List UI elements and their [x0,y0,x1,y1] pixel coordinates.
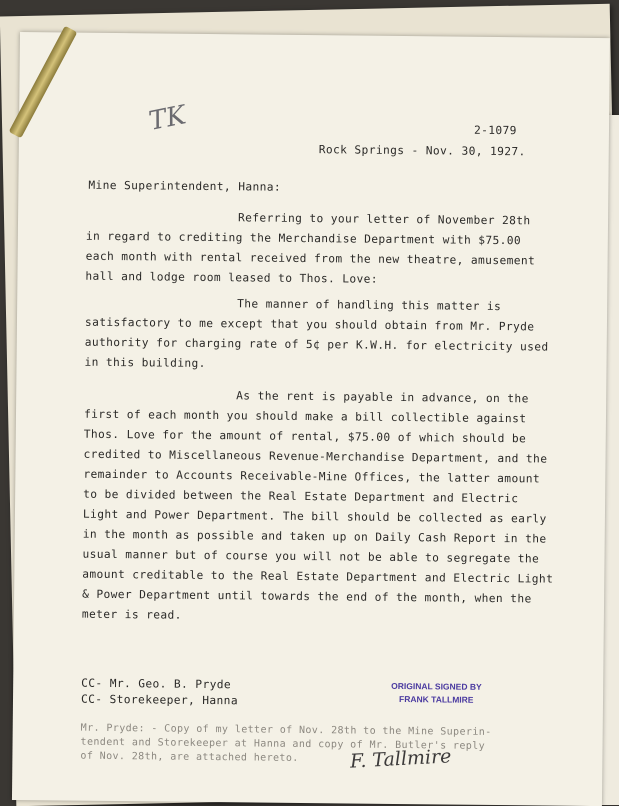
cc-line: CC- Storekeeper, Hanna [80,692,239,708]
body-line: to be divided between the Real Estate Department and Electric [83,487,519,506]
stamp-line-1: ORIGINAL SIGNED BY [391,680,482,692]
body-line: meter is read. [81,607,182,622]
original-signed-stamp [391,680,482,707]
place-date: Rock Springs - Nov. 30, 1927. [318,143,526,159]
footnote-line: tendent and Storekeeper at Hanna and copy of Mr. Butler's reply [80,736,486,752]
handwritten-signature: F. Tallmire [349,745,452,773]
body-line: satisfactory to me except that you should obtain from Mr. Pryde [84,315,535,334]
body-line: hall and lodge room leased to Thos. Love: [85,269,379,286]
salutation: Mine Superintendent, Hanna: [88,178,282,194]
body-line: remainder to Accounts Receivable-Mine Offices, the latter amount [83,467,541,486]
body-line: Thos. Love for the amount of rental, $75.00 of which should be [83,427,527,446]
body-line: in the month as possible and taken up on Daily Cash Report in the [82,527,547,546]
body-line: credited to Miscellaneous Revenue-Merchandise Department, and the [83,447,548,466]
body-line: in regard to crediting the Merchandise Department with $75.00 [85,229,522,248]
body-line: first of each month you should make a bill collectible against [83,407,527,426]
body-line: authority for charging rate of 5¢ per K.W.H. for electricity used [84,335,549,354]
stamp-line-2: FRANK TALLMIRE [399,694,474,705]
footnote-line: of Nov. 28th, are attached hereto. [80,750,299,764]
body-line: each month with rental received from the new theatre, amusement [85,249,536,268]
body-line: usual manner but of course you will not be able to segregate the [82,547,540,566]
file-number: 2-1079 [473,123,517,138]
body-line: amount creditable to the Real Estate Department and Electric Light [82,567,554,586]
body-line: & Power Department until towards the end of the month, when the [82,587,532,606]
body-line: Light and Power Department. The bill should be collected as early [82,507,547,526]
body-line: in this building. [84,355,206,370]
letter-sheet [12,32,610,806]
body-line: Referring to your letter of November 28th [237,211,531,228]
body-line: The manner of handling this matter is [237,297,502,314]
pencil-margin-note: TK [146,100,189,137]
body-line: As the rent is payable in advance, on the [236,389,529,406]
footnote-line: Mr. Pryde: - Copy of my letter of Nov. 28th to the Mine Superin- [80,722,492,738]
cc-line: CC- Mr. Geo. B. Pryde [81,676,232,692]
